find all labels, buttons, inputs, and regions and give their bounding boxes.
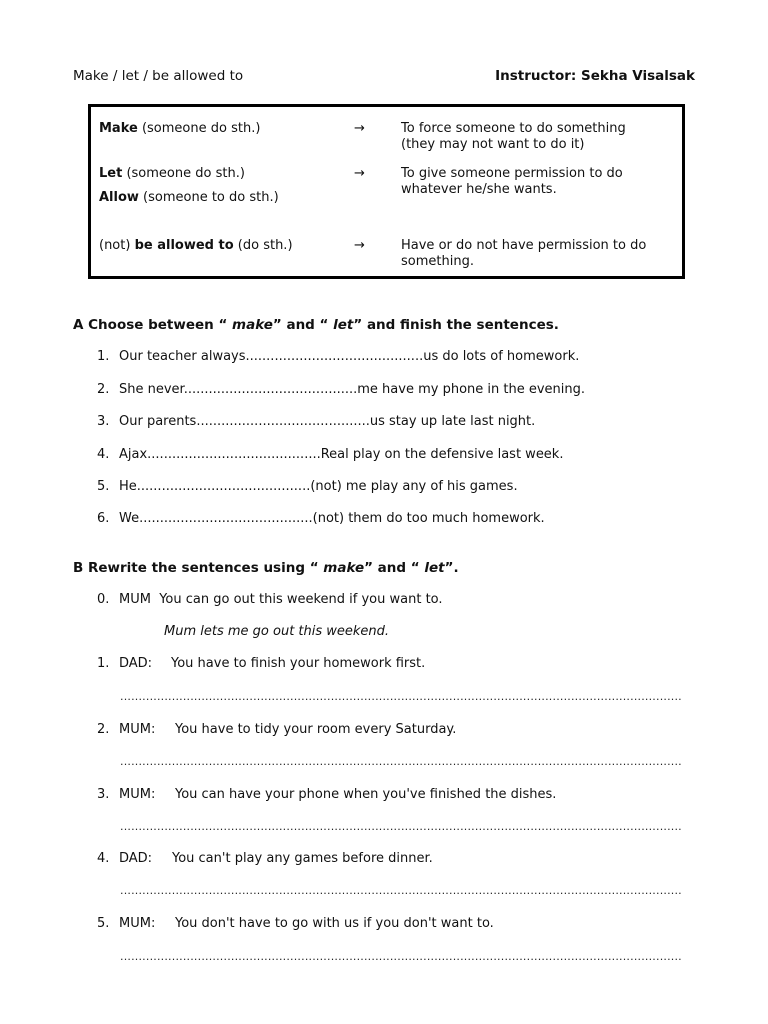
meaning-line: whatever he/she wants. (401, 182, 557, 197)
item-text: We..........................................(not) them do too much homework. (119, 511, 545, 526)
meaning-line: To give someone permission to do (401, 166, 623, 181)
title-keyword: let (333, 317, 354, 333)
definition-meaning-make (401, 121, 626, 153)
speaker-label: MUM (119, 592, 151, 607)
item-text: You can go out this weekend if you want to. (159, 592, 443, 607)
item-text: He..........................................(not) me play any of his games. (119, 479, 518, 494)
title-part: ” and “ (272, 317, 334, 333)
answer-line[interactable]: ........................................................................................................................................................ (120, 884, 682, 897)
meaning-line: Have or do not have permission to do (401, 238, 647, 253)
item-text: Our teacher always...........................................us do lots of homework. (119, 349, 580, 364)
title-part: A Choose between “ (73, 317, 233, 333)
exercise-b-item (97, 851, 433, 866)
item-text: You can have your phone when you've finished the dishes. (175, 787, 557, 802)
arrow-icon: → (354, 121, 365, 136)
item-text: You have to finish your homework first. (171, 656, 426, 671)
answer-line[interactable]: ........................................................................................................................................................ (120, 950, 682, 963)
item-number: 3. (97, 414, 110, 429)
answer-line[interactable]: ........................................................................................................................................................ (120, 755, 682, 768)
section-b-title (73, 560, 459, 576)
item-text: You can't play any games before dinner. (172, 851, 433, 866)
title-part: B Rewrite the sentences using “ (73, 560, 324, 576)
meaning-line: something. (401, 254, 474, 269)
item-number: 6. (97, 511, 110, 526)
item-number: 1. (97, 656, 110, 671)
exercise-a-item (97, 479, 518, 494)
term-label: Make (99, 121, 138, 136)
term-usage: (do sth.) (233, 238, 293, 253)
speaker-label: DAD: (119, 851, 153, 866)
exercise-b-item (97, 787, 556, 802)
exercise-a-item (97, 349, 579, 364)
instructor-name: Instructor: Sekha Visalsak (495, 68, 695, 84)
definition-term-allow (99, 190, 279, 205)
title-part: ”. (444, 560, 459, 576)
arrow-icon: → (354, 238, 365, 253)
example-answer: Mum lets me go out this weekend. (164, 624, 390, 639)
item-text: She never..........................................me have my phone in the evening. (119, 382, 586, 397)
term-prefix: (not) (99, 238, 135, 253)
definition-meaning-let (401, 166, 623, 198)
speaker-label: DAD: (119, 656, 153, 671)
exercise-b-item (97, 916, 494, 931)
exercise-a-item (97, 447, 563, 462)
definition-meaning-allowed (401, 238, 646, 270)
exercise-a-item (97, 382, 585, 397)
term-label: Allow (99, 190, 139, 205)
definition-term-make (99, 121, 260, 136)
term-label: Let (99, 166, 123, 181)
term-usage: (someone to do sth.) (138, 190, 279, 205)
title-keyword: make (323, 560, 365, 576)
title-part: ” and “ (364, 560, 425, 576)
item-number: 4. (97, 851, 110, 866)
title-keyword: make (232, 317, 273, 333)
meaning-line: To force someone to do something (401, 121, 626, 136)
exercise-a-item (97, 414, 535, 429)
answer-line[interactable]: ........................................................................................................................................................ (120, 820, 682, 833)
item-text: Our parents..........................................us stay up late last night. (119, 414, 536, 429)
definition-term-allowed (99, 238, 293, 253)
term-label: be allowed to (134, 238, 234, 253)
item-number: 5. (97, 479, 110, 494)
term-usage: (someone do sth.) (122, 166, 245, 181)
speaker-label: MUM: (119, 787, 156, 802)
worksheet-title: Make / let / be allowed to (73, 68, 244, 84)
item-number: 2. (97, 382, 110, 397)
item-text: Ajax..........................................Real play on the defensive last week. (119, 447, 564, 462)
arrow-icon: → (354, 166, 365, 181)
definition-box (88, 104, 685, 279)
term-usage: (someone do sth.) (137, 121, 261, 136)
title-part: ” and finish the sentences. (353, 317, 559, 333)
item-text: You have to tidy your room every Saturday. (175, 722, 457, 737)
section-a-title (73, 317, 559, 333)
item-number: 3. (97, 787, 110, 802)
exercise-b-item (97, 722, 456, 737)
item-text: You don't have to go with us if you don't want to. (175, 916, 494, 931)
item-number: 1. (97, 349, 110, 364)
speaker-label: MUM: (119, 916, 156, 931)
item-number: 2. (97, 722, 110, 737)
exercise-a-item (97, 511, 545, 526)
exercise-b-example (97, 592, 443, 607)
item-number: 5. (97, 916, 110, 931)
meaning-line: (they may not want to do it) (401, 137, 585, 152)
exercise-b-item (97, 656, 425, 671)
item-number: 0. (97, 592, 110, 607)
title-keyword: let (424, 560, 445, 576)
speaker-label: MUM: (119, 722, 156, 737)
definition-term-let (99, 166, 245, 181)
answer-line[interactable]: ........................................................................................................................................................ (120, 690, 682, 703)
item-number: 4. (97, 447, 110, 462)
